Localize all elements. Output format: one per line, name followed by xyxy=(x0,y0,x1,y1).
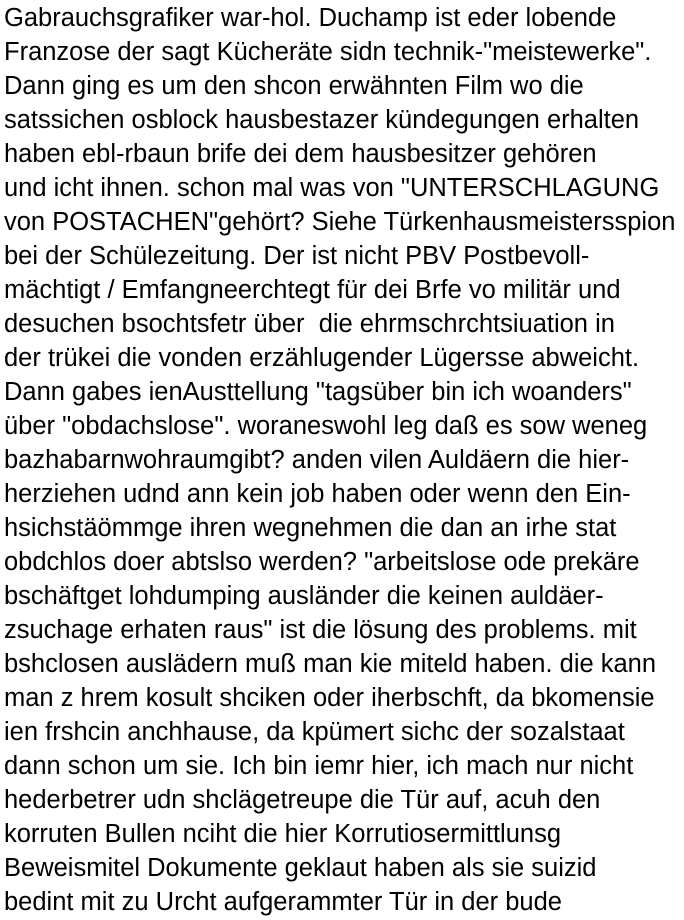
text-line: bschäftget lohdumping ausländer die keinen auldäer- xyxy=(4,582,604,610)
text-line: und icht ihnen. schon mal was von "UNTERSCHLAGUNG xyxy=(4,174,660,202)
text-line: obdchlos doer abtslso werden? "arbeitslose ode prekäre xyxy=(4,548,640,576)
text-block xyxy=(4,1,684,919)
text-line: man z hrem kosult shciken oder iherbschft, da bkomensie xyxy=(4,684,655,712)
text-line: Gabrauchsgrafiker war-hol. Duchamp ist eder lobende xyxy=(4,4,617,32)
text-line: hsichstäömmge ihren wegnehmen die dan an irhe stat xyxy=(4,514,617,542)
text-line: desuchen bsochtsfetr über die ehrmschrchtsiuation in xyxy=(4,310,615,338)
text-line: Dann ging es um den shcon erwähnten Film wo die xyxy=(4,72,584,100)
text-line: hederbetrer udn shclägetreupe die Tür auf, acuh den xyxy=(4,786,601,814)
text-line: mächtigt / Emfangneerchtegt für dei Brfe vo militär und xyxy=(4,276,621,304)
text-line: zsuchage erhaten raus" ist die lösung des problems. mit xyxy=(4,616,637,644)
text-line: der trükei die vonden erzählugender Lügersse abweicht. xyxy=(4,344,640,372)
text-line: herziehen udnd ann kein job haben oder wenn den Ein- xyxy=(4,480,631,508)
text-line: bei der Schülezeitung. Der ist nicht PBV Postbevoll- xyxy=(4,242,590,270)
text-line: Franzose der sagt Kücheräte sidn technik-"meistewerke". xyxy=(4,38,652,66)
text-line: korruten Bullen nciht die hier Korrutiosermittlunsg xyxy=(4,820,562,848)
text-line: von POSTACHEN"gehört? Siehe Türkenhausmeistersspion xyxy=(4,208,676,236)
text-line: bazhabarnwohraumgibt? anden vilen Auldäern die hier- xyxy=(4,446,630,474)
text-line: bedint mit zu Urcht aufgerammter Tür in der bude xyxy=(4,888,562,916)
text-line: satssichen osblock hausbestazer kündegungen erhalten xyxy=(4,106,640,134)
text-line: Dann gabes ienAusttellung "tagsüber bin ich woanders" xyxy=(4,378,632,406)
text-line: bshclosen auslädern muß man kie miteld haben. die kann xyxy=(4,650,657,678)
text-line: Beweismitel Dokumente geklaut haben als sie suizid xyxy=(4,854,597,882)
text-line: ien frshcin anchhause, da kpümert sichc der sozalstaat xyxy=(4,718,625,746)
text-line: dann schon um sie. Ich bin iemr hier, ich mach nur nicht xyxy=(4,752,634,780)
text-line: über "obdachslose". woraneswohl leg daß es sow weneg xyxy=(4,412,648,440)
text-line: haben ebl-rbaun brife dei dem hausbesitzer gehören xyxy=(4,140,597,168)
